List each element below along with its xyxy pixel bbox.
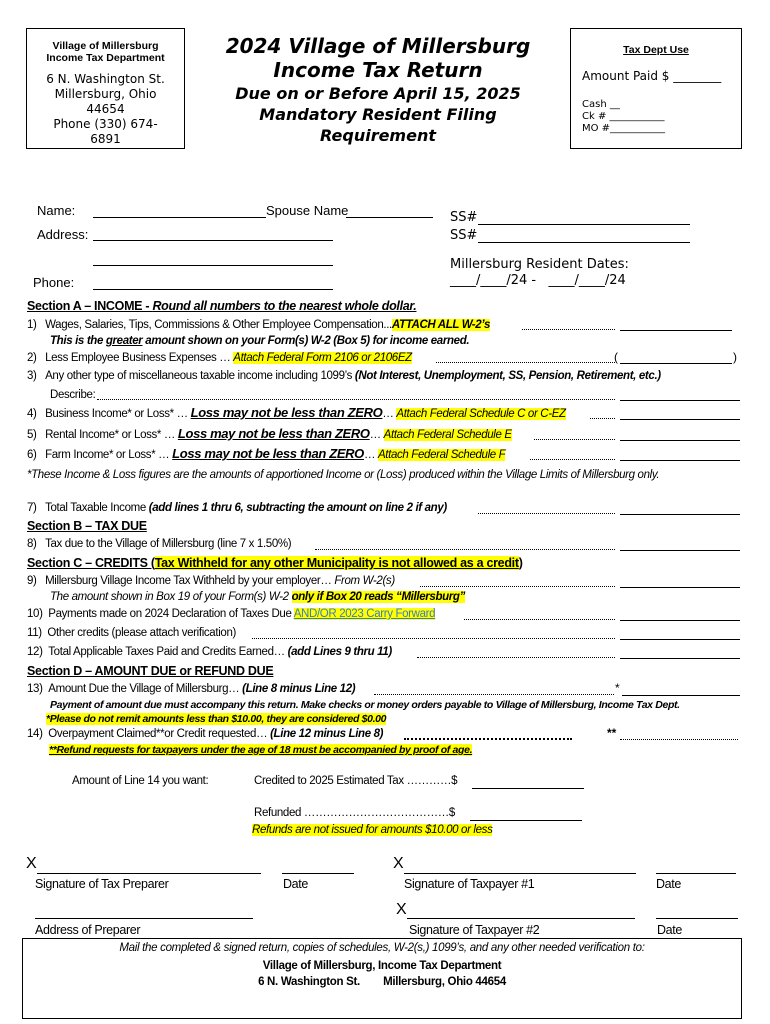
line-2-close-paren: ) [733, 350, 737, 364]
tax-dept-use-title: Tax Dept Use [623, 44, 689, 56]
line-14: 14) Overpayment Claimed**or Credit requested… (Line 12 minus Line 8) [27, 728, 384, 740]
section-d-heading: Section D – AMOUNT DUE or REFUND DUE [27, 664, 274, 678]
line-1-leader [522, 329, 615, 330]
spouse-name-field[interactable] [346, 217, 433, 218]
carry-forward-link[interactable]: AND/OR 2023 Carry Forward [293, 608, 436, 620]
taxpayer1-signature-label: Signature of Taxpayer #1 [404, 877, 535, 891]
preparer-address-field[interactable] [35, 918, 253, 919]
line-5: 5) Rental Income* or Loss* … Loss may not be less than ZERO… Attach Federal Schedule E [27, 426, 512, 441]
dept-address: 6 N. Washington St. Millersburg, Ohio 44654 Phone (330) 674- 6891 [46, 72, 165, 146]
ss-field-1[interactable] [478, 224, 690, 225]
line-8-field[interactable] [620, 550, 740, 551]
name-field[interactable] [93, 217, 266, 218]
line-4-field[interactable] [620, 419, 740, 420]
line-8: 8) Tax due to the Village of Millersburg (line 7 x 1.50%) [27, 538, 292, 550]
refunded-label: Refunded …………………………………$ [254, 807, 455, 819]
taxpayer1-date-label: Date [656, 877, 682, 891]
phone-label: Phone: [33, 275, 75, 290]
ss-label-2: SS# [450, 228, 478, 243]
line-14-star: ** [607, 726, 617, 740]
mail-note: Mail the completed & signed return, copies of schedules, W-2(s,) 1099’s, and any other needed verification to: [119, 942, 645, 954]
refund-age-note: **Refund requests for taxpayers under the age of 18 must be accompanied by proof of age. [49, 744, 473, 756]
dept-name: Village of Millersburg Income Tax Department [46, 40, 165, 64]
line-10-leader [464, 619, 615, 620]
credited-label: Credited to 2025 Estimated Tax …………$ [254, 775, 458, 787]
line-11-leader [252, 638, 615, 639]
line-1-field[interactable] [620, 330, 732, 331]
line-7: 7) Total Taxable Income (add lines 1 thru 6, subtracting the amount on line 2 if any) [27, 502, 447, 514]
preparer-address-label: Address of Preparer [35, 923, 141, 937]
line-13-leader [374, 694, 614, 695]
taxpayer1-date-field[interactable] [656, 873, 736, 874]
spouse-label: Spouse Name [266, 203, 349, 218]
line-7-field[interactable] [620, 514, 740, 515]
line-4: 4) Business Income* or Loss* … Loss may not be less than ZERO… Attach Federal Schedule C or C-EZ [27, 405, 566, 420]
line-3: 3) Any other type of miscellaneous taxable income including 1099’s (Not Interest, Unemployment, SS, Pension, Retirement, etc.) [27, 370, 661, 382]
income-footnote: *These Income & Loss figures are the amounts of apportioned Income or (Loss) produced within the Village Limits of Millersburg only. [27, 469, 660, 481]
line-6-field[interactable] [620, 460, 740, 461]
taxpayer2-x: X [396, 901, 407, 918]
phone-field[interactable] [93, 289, 333, 290]
form-title: 2024 Village of Millersburg Income Tax Return [225, 34, 531, 82]
taxpayer2-signature-field[interactable] [407, 918, 635, 919]
line-2-open-paren: ( [614, 350, 618, 364]
name-label: Name: [37, 203, 76, 218]
resident-dates-label: Millersburg Resident Dates: [450, 257, 629, 272]
taxpayer2-signature-label: Signature of Taxpayer #2 [409, 923, 540, 937]
line-1-note: This is the greater amount shown on your Form(s) W-2 (Box 5) for income earned. [50, 335, 470, 347]
taxpayer2-date-field[interactable] [656, 918, 738, 919]
line-12: 12) Total Applicable Taxes Paid and Credits Earned… (add Lines 9 thru 11) [27, 646, 392, 658]
line-2: 2) Less Employee Business Expenses … Attach Federal Form 2106 or 2106EZ [27, 352, 412, 364]
line-10: 10) Payments made on 2024 Declaration of Taxes Due AND/OR 2023 Carry Forward [27, 608, 436, 620]
form-subtitle: Due on or Before April 15, 2025 Mandatory Resident Filing Requirement [235, 84, 521, 145]
taxpayer1-x: X [393, 855, 404, 872]
line-9-note: The amount shown in Box 19 of your Form(s) W-2 only if Box 20 reads “Millersburg” [50, 591, 465, 603]
address-field-2[interactable] [93, 265, 333, 266]
payment-method: Cash __ Ck # ___________ MO #___________ [582, 99, 666, 134]
ss-label-1: SS# [450, 210, 478, 225]
line-7-leader [478, 513, 615, 514]
line-2-field[interactable] [620, 363, 732, 364]
line-3-describe-field[interactable] [97, 399, 615, 400]
line-12-leader [417, 657, 615, 658]
line-13-field[interactable] [622, 695, 740, 696]
line-5-leader [534, 439, 615, 440]
refunded-field[interactable] [470, 820, 582, 821]
amount-want-label: Amount of Line 14 you want: [72, 775, 209, 787]
line-3-describe-label: Describe: [50, 389, 96, 401]
preparer-date-label: Date [283, 877, 309, 891]
line-10-field[interactable] [620, 620, 740, 621]
ss-field-2[interactable] [478, 242, 690, 243]
line-5-field[interactable] [620, 440, 740, 441]
line-2-leader [436, 362, 615, 363]
mail-dept: Village of Millersburg, Income Tax Department [262, 960, 502, 972]
preparer-signature-label: Signature of Tax Preparer [35, 877, 169, 891]
address-label: Address: [37, 227, 89, 242]
preparer-date-field[interactable] [282, 873, 354, 874]
line-9: 9) Millersburg Village Income Tax Withheld by your employer… From W-2(s) [27, 575, 395, 587]
line-4-leader [590, 418, 615, 419]
line-9-leader [420, 586, 615, 587]
line-6-leader [530, 459, 615, 460]
line-13-star: * [615, 681, 620, 695]
line-14-field[interactable] [620, 739, 738, 740]
line-1: 1) Wages, Salaries, Tips, Commissions & Other Employee Compensation...ATTACH ALL W-2’s [27, 319, 491, 331]
section-a-heading: Section A – INCOME - Round all numbers to the nearest whole dollar. [27, 299, 417, 313]
section-c-heading: Section C – CREDITS (Tax Withheld for any other Municipality is not allowed as a credit) [27, 556, 523, 570]
line-14-leader [404, 738, 572, 740]
credited-field[interactable] [472, 788, 584, 789]
remit-note: *Please do not remit amounts less than $10.00, they are considered $0.00 [46, 713, 387, 725]
amount-paid[interactable]: Amount Paid $ ________ [582, 69, 722, 83]
preparer-signature-field[interactable] [37, 873, 261, 874]
mail-address: 6 N. Washington St. Millersburg, Ohio 44654 [258, 976, 506, 988]
line-9-field[interactable] [620, 587, 740, 588]
section-b-heading: Section B – TAX DUE [27, 519, 147, 533]
line-11: 11) Other credits (please attach verification) [27, 627, 236, 639]
line-11-field[interactable] [620, 639, 740, 640]
line-8-leader [315, 549, 615, 550]
line-12-field[interactable] [620, 658, 740, 659]
refund-min-note: Refunds are not issued for amounts $10.00 or less [252, 824, 493, 836]
taxpayer2-date-label: Date [657, 923, 683, 937]
line-3-field[interactable] [620, 400, 740, 401]
line-13: 13) Amount Due the Village of Millersburg… (Line 8 minus Line 12) [27, 683, 356, 695]
address-field-1[interactable] [93, 240, 333, 241]
line-6: 6) Farm Income* or Loss* … Loss may not be less than ZERO… Attach Federal Schedule F [27, 446, 506, 461]
resident-dates-field[interactable]: ____/____/24 - ____/____/24 [450, 273, 626, 288]
taxpayer1-signature-field[interactable] [404, 873, 636, 874]
payment-note: Payment of amount due must accompany this return. Make checks or money orders payable to Village of Millersburg, Income Tax Dept. [50, 699, 680, 711]
preparer-x: X [26, 855, 37, 872]
